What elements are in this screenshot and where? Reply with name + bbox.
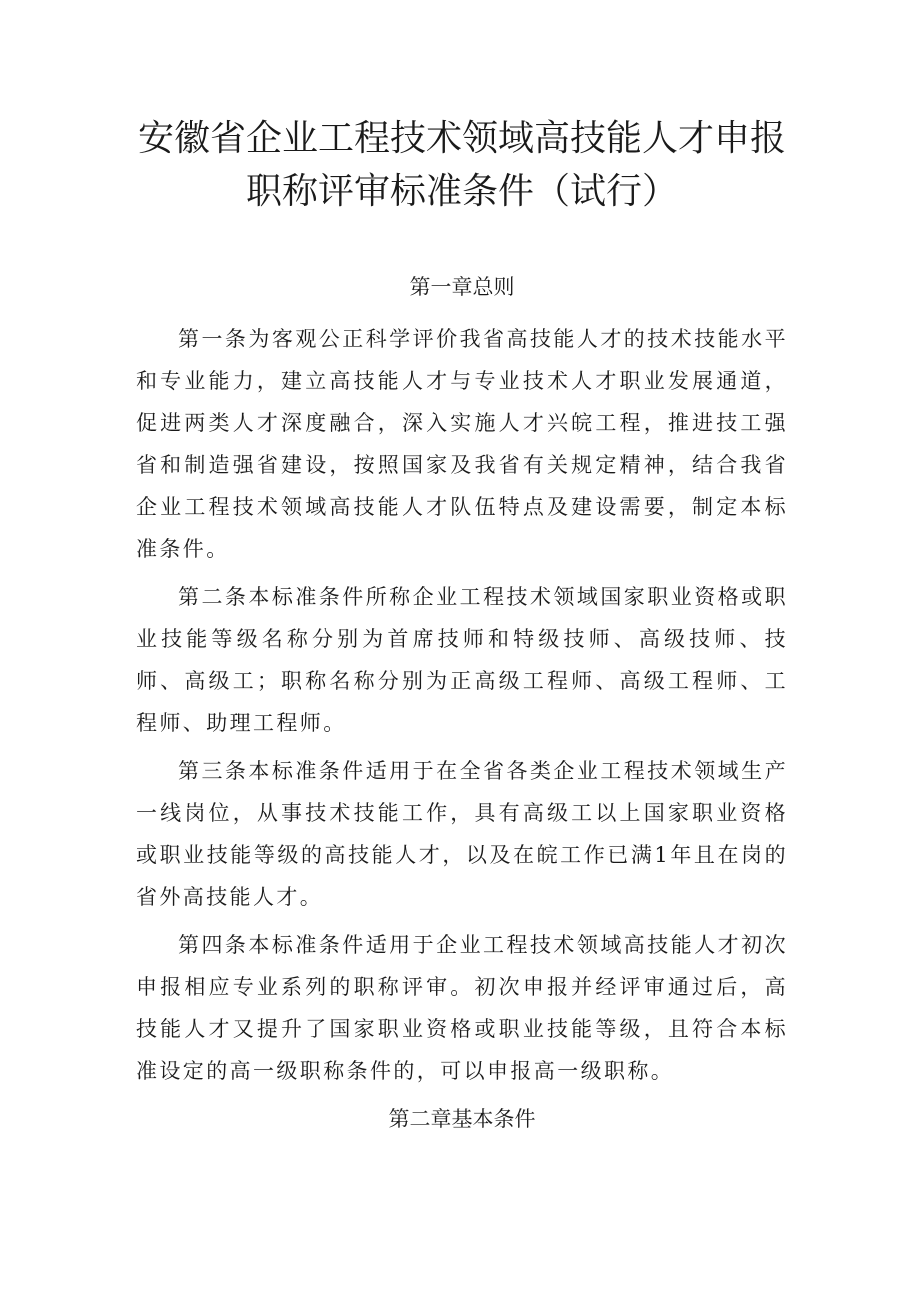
chapter-heading-2: 第二章基本条件 <box>388 1107 536 1131</box>
article-1: 第一条为客观公正科学评价我省高技能人才的技术技能水平和专业能力，建立高技能人才与专业技术人才职业发展通道，促进两类人才深度融合，深入实施人才兴皖工程，推进技工强省和制造强省建设，按照国家及我省有关规定精神，结合我省企业工程技术领域高技能人才队伍特点及建设需要，制定本标准条件。 <box>136 327 788 561</box>
document-title <box>136 112 788 218</box>
title-line-2: 职称评审标准条件（试行） <box>245 171 678 212</box>
article-2: 第二条本标准条件所称企业工程技术领域国家职业资格或职业技能等级名称分别为首席技师和特级技师、高级技师、技师、高级工；职称名称分别为正高级工程师、高级工程师、工程师、助理工程师。 <box>136 585 788 735</box>
chapter-heading-1: 第一章总则 <box>409 275 515 299</box>
title-line-1: 安徽省企业工程技术领域高技能人才申报 <box>137 118 786 159</box>
article-4: 第四条本标准条件适用于企业工程技术领域高技能人才初次申报相应专业系列的职称评审。初次申报并经评审通过后，高技能人才又提升了国家职业资格或职业技能等级，且符合本标准设定的高一级职称条件的，可以申报高一级职称。 <box>136 933 788 1083</box>
article-3: 第三条本标准条件适用于在全省各类企业工程技术领域生产一线岗位，从事技术技能工作，具有高级工以上国家职业资格或职业技能等级的高技能人才，以及在皖工作已满1年且在岗的省外高技能人才。 <box>136 759 788 909</box>
